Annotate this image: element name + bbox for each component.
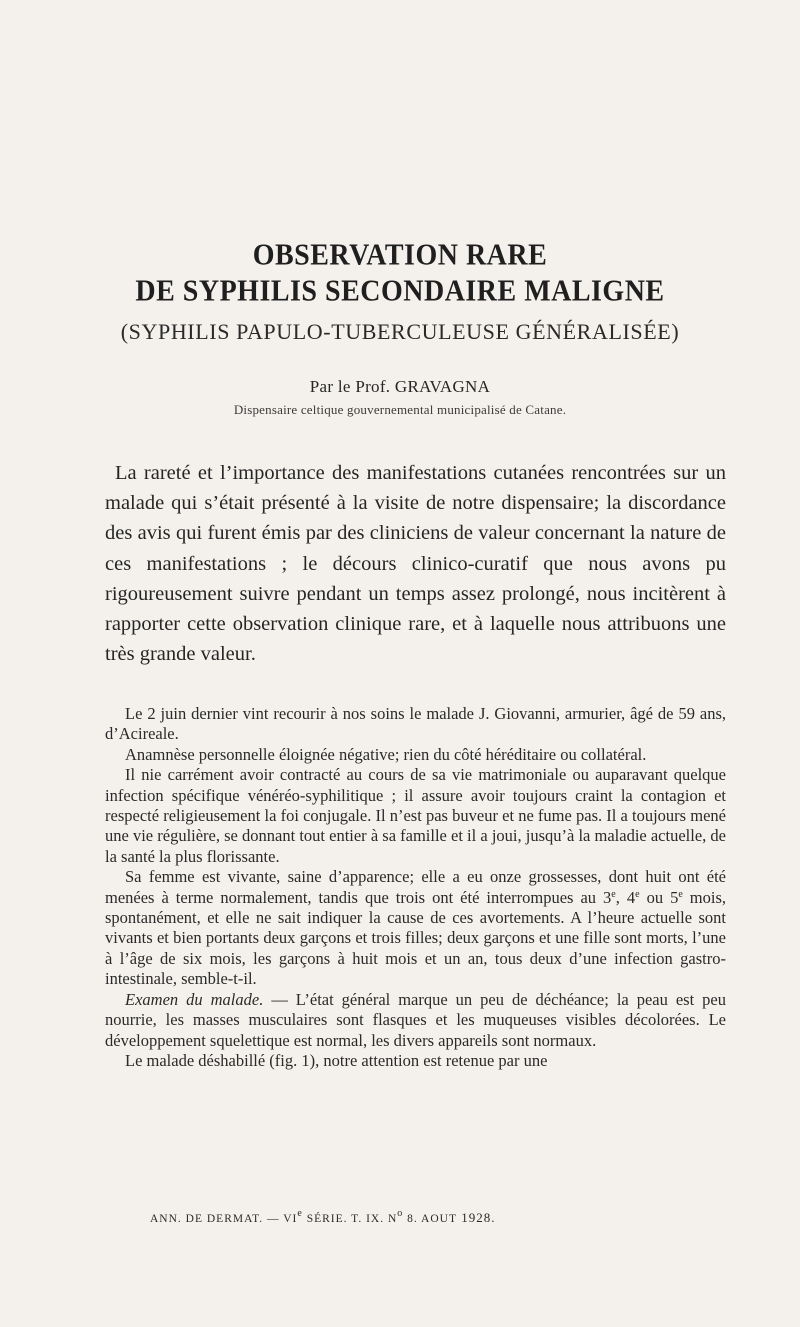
p5-text: — L’état général marque un peu de déchéance; la peau est peu nourrie, les masses musculaires sont flasques et les muqueuses visibles décolorées. Le développement squelettique est normal, les divers appareils sont normaux. <box>105 989 726 1050</box>
p4-text-b: , 4 <box>615 887 636 907</box>
p4-text-a: Sa femme est vivante, saine d’apparence; elle a eu onze grossesses, dont huit ont été menées à terme normalement, tandis que trois ont été interrompues au 3 <box>105 867 726 907</box>
p4-superscript-3: e <box>678 888 683 900</box>
footer-series: SÉRIE. T. IX. N <box>302 1213 398 1225</box>
footer-issue: 8. AOUT <box>403 1213 457 1225</box>
abstract-paragraph: La rareté et l’importance des manifestations cutanées rencontrées sur un malade qui s’était présenté à la visite de notre dispensaire; la discordance des avis qui furent émis par des cliniciens de valeur concernant la nature de ces manifestations ; le décours clinico-curatif que nous avons pu rigoureusement suivre pendant un temps assez prolongé, nous incitèrent à rapporter cette observation clinique rare, et à laquelle nous attribuons une très grande valeur. <box>105 462 726 666</box>
p4-superscript-2: e <box>635 888 640 900</box>
body-paragraph-2: Anamnèse personnelle éloignée négative; rien du côté héréditaire ou collatéral. <box>125 744 647 764</box>
footer-journal: ANN. DE DERMAT. — VI <box>150 1213 298 1225</box>
body-paragraph-5 <box>105 990 726 1051</box>
article-title-line-1: OBSERVATION RARE <box>252 238 548 273</box>
p4-superscript-1: e <box>611 888 616 900</box>
body-paragraph-1: Le 2 juin dernier vint recourir à nos soins le malade J. Giovanni, armurier, âgé de 59 ans, d’Acireale. <box>105 704 726 744</box>
footer-series-superscript: e <box>297 1208 303 1219</box>
article-author: Par le Prof. GRAVAGNA <box>309 377 491 396</box>
author-affiliation: Dispensaire celtique gouvernemental municipalisé de Catane. <box>233 402 567 417</box>
footer-year: 1928. <box>456 1210 496 1225</box>
article-subtitle: (SYPHILIS PAPULO-TUBERCULEUSE GÉNÉRALISÉE) <box>120 319 680 344</box>
p4-text-d: mois, spontanément, et elle ne sait indiquer la cause de ces avortements. A l’heure actuelle sont vivants et bien portants deux garçons et trois filles; deux garçons et une fille sont morts, l’une à l’âge de six mois, les garçons à huit mois et un an, tous deux d’une infection gastro-intestinale, semble-t-il. <box>105 887 726 989</box>
body-paragraph-6: Le malade déshabillé (fig. 1), notre attention est retenue par une <box>125 1050 548 1070</box>
article-header <box>0 238 800 418</box>
article-title-line-2: DE SYPHILIS SECONDAIRE MALIGNE <box>135 274 665 309</box>
article-body <box>105 704 726 1071</box>
section-heading-examen: Examen du malade. <box>125 989 264 1009</box>
body-paragraph-3: Il nie carrément avoir contracté au cours de sa vie matrimoniale ou auparavant quelque infection spécifique vénéréo-syphilitique ; il assure avoir toujours craint la contagion et respecté religieusement la foi conjugale. Il n’est pas buveur et ne fume pas. Il a toujours mené une vie régulière, se donnant tout entier à sa famille et il a joui, jusqu’à la maladie actuelle, de la santé la plus florissante. <box>105 765 726 866</box>
footer-number-superscript: o <box>397 1208 404 1219</box>
p4-text-c: ou 5 <box>639 887 679 907</box>
body-paragraph-4 <box>105 867 726 989</box>
page-footer <box>150 1210 650 1226</box>
